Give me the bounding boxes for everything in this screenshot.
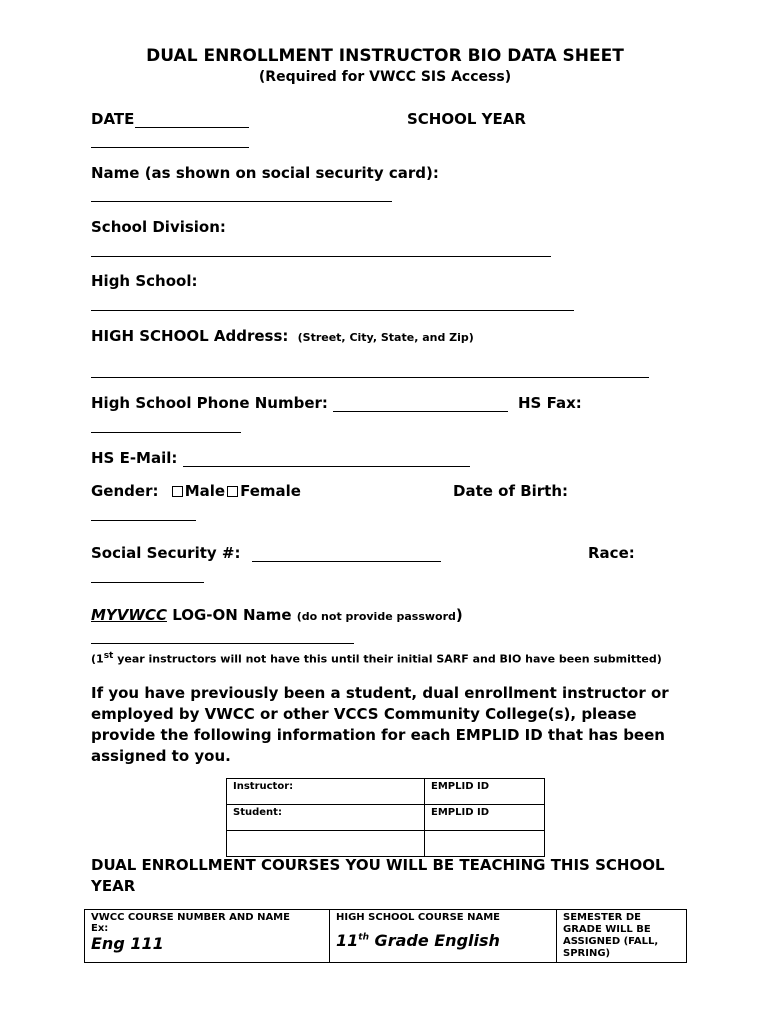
logon-label xyxy=(91,606,463,626)
female-checkbox[interactable] xyxy=(227,486,238,497)
col2-example-rest: Grade English xyxy=(368,931,500,950)
col1-example: Eng 111 xyxy=(91,934,164,953)
hs-phone-field[interactable] xyxy=(333,411,508,412)
blank-cell[interactable] xyxy=(227,831,425,857)
hs-address-hint: (Street, City, State, and Zip) xyxy=(297,331,474,344)
logon-note-open: (1 xyxy=(91,652,104,666)
hs-address-text: HIGH SCHOOL Address: xyxy=(91,327,289,345)
hs-email-label: HS E-Mail: xyxy=(91,449,178,467)
name-field[interactable] xyxy=(91,201,392,202)
table-row xyxy=(227,831,545,857)
student-emplid-label[interactable]: EMPLID ID xyxy=(425,805,545,831)
blank-cell[interactable] xyxy=(425,831,545,857)
male-checkbox[interactable] xyxy=(172,486,183,497)
dob-label: Date of Birth: xyxy=(453,482,569,500)
high-school-field[interactable] xyxy=(91,310,574,311)
table-row xyxy=(227,805,545,831)
course-col3[interactable]: SEMESTER DE GRADE WILL BE ASSIGNED (FALL, SPRING) xyxy=(557,910,687,963)
courses-heading: DUAL ENROLLMENT COURSES YOU WILL BE TEACHING THIS SCHOOL YEAR xyxy=(91,856,665,895)
dob-field[interactable] xyxy=(91,520,196,521)
logon-note-rest: year instructors will not have this until their initial SARF and BIO have been submitted) xyxy=(113,652,662,666)
school-division-label: School Division: xyxy=(91,218,226,236)
logon-note xyxy=(91,647,662,669)
student-label: Student: xyxy=(227,805,425,831)
date-field[interactable] xyxy=(135,127,249,128)
page-title: DUAL ENROLLMENT INSTRUCTOR BIO DATA SHEET xyxy=(146,46,624,66)
emplid-table xyxy=(226,778,545,857)
female-label: Female xyxy=(240,482,301,500)
table-row xyxy=(227,779,545,805)
course-col1[interactable] xyxy=(85,910,330,963)
gender-label: Gender: xyxy=(91,482,159,500)
ssn-label: Social Security #: xyxy=(91,544,241,562)
race-field[interactable] xyxy=(91,582,204,583)
hs-address-label xyxy=(91,327,474,347)
instructor-label: Instructor: xyxy=(227,779,425,805)
logon-text: LOG-ON Name xyxy=(172,606,292,624)
courses-table xyxy=(84,909,687,963)
myvwcc-text: MYVWCC xyxy=(91,606,167,624)
logon-field[interactable] xyxy=(91,643,354,644)
high-school-label: High School: xyxy=(91,272,198,290)
school-year-label: SCHOOL YEAR xyxy=(407,110,526,128)
hs-address-field[interactable] xyxy=(91,377,649,378)
hs-fax-label: HS Fax: xyxy=(518,394,582,412)
date-label: DATE xyxy=(91,110,135,128)
logon-hint: (do not provide password xyxy=(296,610,456,623)
male-label: Male xyxy=(184,482,226,500)
school-year-field[interactable] xyxy=(91,147,249,148)
logon-close: ) xyxy=(455,606,463,624)
col2-example xyxy=(336,931,550,950)
hs-phone-label: High School Phone Number: xyxy=(91,394,328,412)
col1-ex-label: Ex: xyxy=(91,923,109,934)
col1-header: VWCC COURSE NUMBER AND NAME xyxy=(91,912,290,923)
col2-header: HIGH SCHOOL COURSE NAME xyxy=(336,912,500,923)
gender-row xyxy=(91,482,301,500)
table-row xyxy=(85,910,687,963)
emplid-paragraph: If you have previously been a student, dual enrollment instructor or employed by VWCC or other VCCS Community College(s), please provide the following information for each EMPLID ID that has been assigned to you. xyxy=(91,684,669,765)
race-label: Race: xyxy=(588,544,635,562)
school-division-field[interactable] xyxy=(91,256,551,257)
col2-example-sup: th xyxy=(358,932,369,943)
col2-example-num: 11 xyxy=(336,931,359,950)
course-col2[interactable] xyxy=(330,910,557,963)
name-label: Name (as shown on social security card): xyxy=(91,164,439,182)
logon-note-sup: st xyxy=(103,651,114,661)
hs-email-field[interactable] xyxy=(183,466,470,467)
ssn-field[interactable] xyxy=(252,561,441,562)
page-subtitle: (Required for VWCC SIS Access) xyxy=(258,69,512,85)
hs-fax-field[interactable] xyxy=(91,432,241,433)
instructor-emplid-label[interactable]: EMPLID ID xyxy=(425,779,545,805)
